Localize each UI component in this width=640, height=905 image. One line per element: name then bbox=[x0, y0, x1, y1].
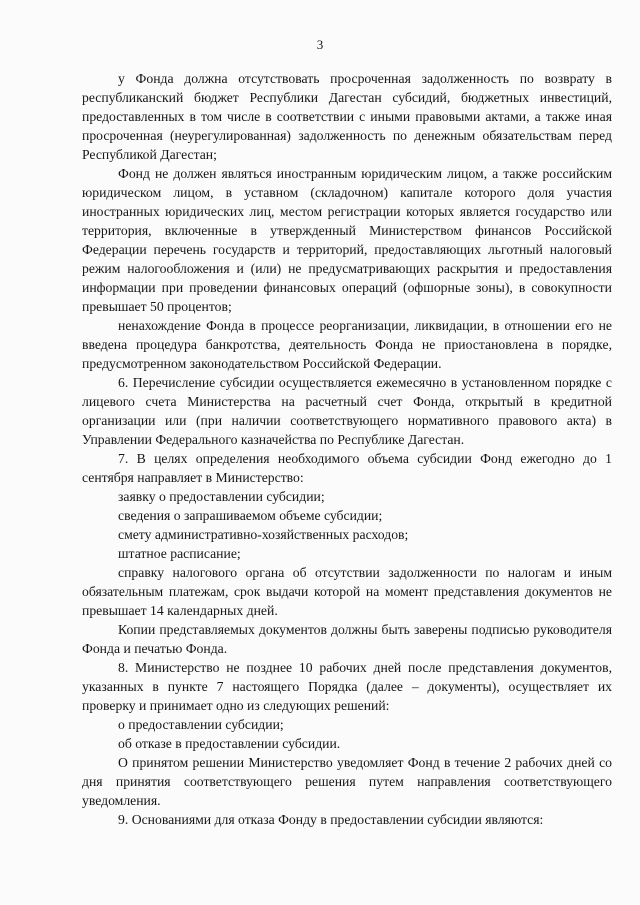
paragraph-debt-requirement: у Фонда должна отсутствовать просроченная задолженность по возврату в республиканский бюджет Республики Дагестан субсидий, бюджетных инвестиций, предоставленных в том числе в соответствии с иными правовыми актами, а также иная просроченная (неурегулированная) задолженность по денежным обязательствам перед Республикой Дагестан; bbox=[82, 71, 612, 162]
list-item-grant-decision: о предоставлении субсидии; bbox=[118, 717, 284, 732]
paragraph-reorganization: ненахождение Фонда в процессе реорганизации, ликвидации, в отношении его не введена процедура банкротства, деятельность Фонда не приостановлена в порядке, предусмотренном законодательством Российской Федерации. bbox=[82, 318, 612, 371]
paragraph-section-8: 8. Министерство не позднее 10 рабочих дней после представления документов, указанных в пункте 7 настоящего Порядка (далее – документы), осуществляет их проверку и принимает одно из следующих решений: bbox=[82, 660, 612, 713]
list-item-amount-info: сведения о запрашиваемом объеме субсидии; bbox=[118, 508, 383, 523]
list-item-staff-schedule: штатное расписание; bbox=[118, 546, 241, 561]
paragraph-foreign-entity: Фонд не должен являться иностранным юридическим лицом, а также российским юридическом лицом, в уставном (складочном) капитале которого доля участия иностранных юридических лиц, местом регистрации которых является государство или территория, включенные в утвержденный Министерством финансов Российской Федерации перечень государств и территорий, предоставляющих льготный налоговый режим налогообложения и (или) не предусматривающих раскрытия и предоставления информации при проведении финансовых операций (офшорные зоны), в совокупности превышает 50 процентов; bbox=[82, 166, 612, 314]
paragraph-notification: О принятом решении Министерство уведомляет Фонд в течение 2 рабочих дней со дня принятия соответствующего решения путем направления соответствующего уведомления. bbox=[82, 755, 612, 808]
list-item-refusal-decision: об отказе в предоставлении субсидии. bbox=[118, 736, 341, 751]
paragraph-section-7: 7. В целях определения необходимого объема субсидии Фонд ежегодно до 1 сентября направляет в Министерство: bbox=[82, 451, 612, 485]
list-item-budget-estimate: смету административно-хозяйственных расходов; bbox=[118, 527, 409, 542]
page-number: 3 bbox=[316, 37, 324, 52]
paragraph-section-6: 6. Перечисление субсидии осуществляется ежемесячно в установленном порядке с лицевого счета Министерства на расчетный счет Фонда, открытый в кредитной организации или (при наличии соответствующего нормативного правового акта) в Управлении Федерального казначейства по Республике Дагестан. bbox=[82, 375, 612, 447]
document-body bbox=[82, 69, 612, 829]
list-item-application: заявку о предоставлении субсидии; bbox=[118, 489, 325, 504]
list-item-tax-certificate: справку налогового органа об отсутствии задолженности по налогам и иным обязательным платежам, срок выдачи которой на момент представления документов не превышает 14 календарных дней. bbox=[82, 565, 612, 618]
paragraph-copies: Копии представляемых документов должны быть заверены подписью руководителя Фонда и печатью Фонда. bbox=[82, 622, 612, 656]
paragraph-section-9: 9. Основаниями для отказа Фонду в предоставлении субсидии являются: bbox=[118, 812, 544, 827]
